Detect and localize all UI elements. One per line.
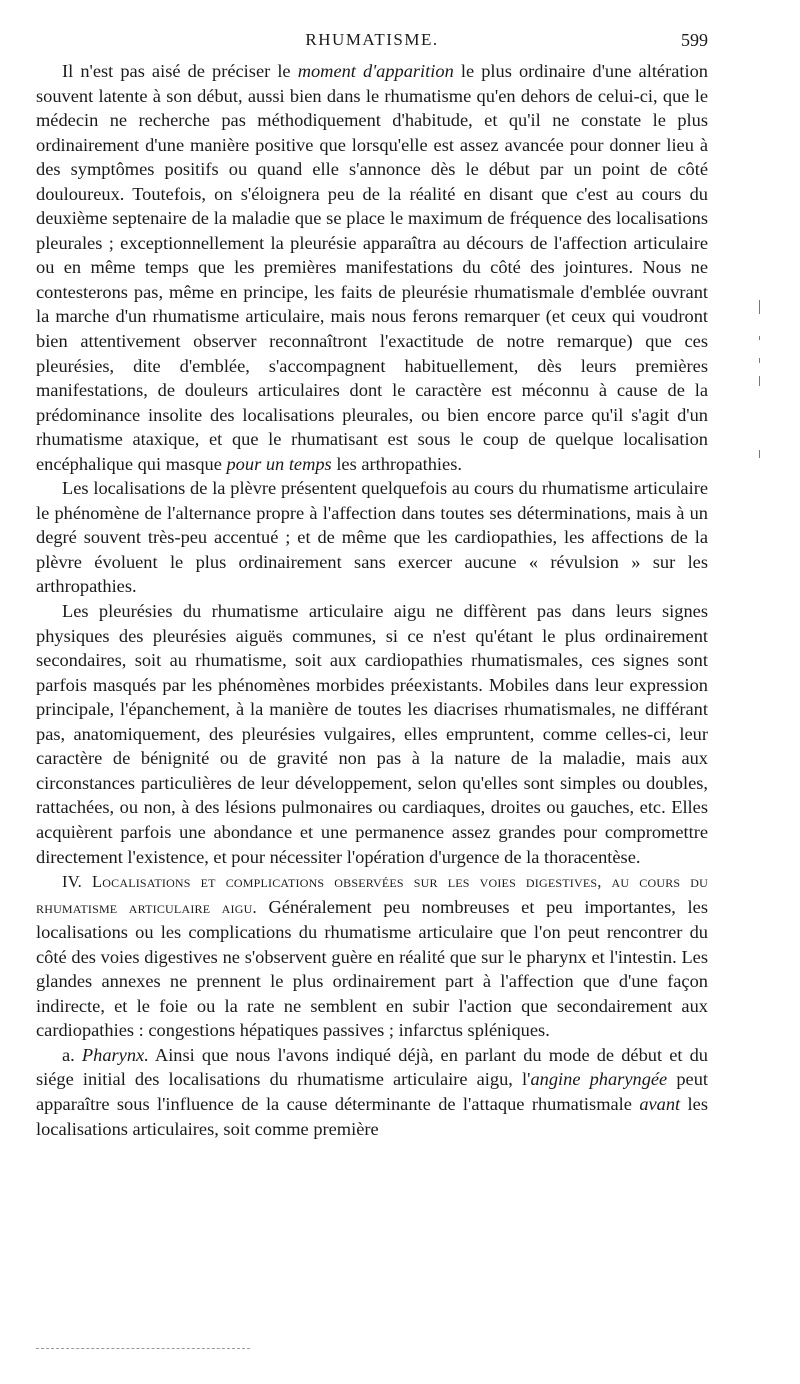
body-text xyxy=(36,59,708,1141)
running-title: RHUMATISME. xyxy=(305,30,439,49)
text-segment: le plus ordinaire d'une altération souvent latente à son début, aussi bien dans le rhumatisme qu'en dehors de celui-ci, que le médecin ne recherche pas méthodiquement d'habitude, et qu'il ne constate le plus ordinairement d'une manière positive que lorsqu'elle est assez avancée pour donner lieu à des symptômes positifs ou quand elle s'annonce dès le début par un point de côté douloureux. Toutefois, on s'éloignera peu de la réalité en disant que c'est au cours du deuxième septenaire de la maladie que se place le maximum de fréquence des localisations pleurales ; exceptionnellement la pleurésie apparaîtra au décours de l'affection articulaire ou en même temps que les premières manifestations du côté des jointures. Nous ne contesterons pas, même en principe, les faits de pleurésie rhumatismale d'emblée ouvrant la marche d'un rhumatisme articulaire, mais nous ferons remarquer (et ceux qui voudront bien attentivement observer reconnaîtront l'exactitude de notre remarque) que ces pleurésies, dite d'emblée, s'accompagnent habituellement, dès leurs premières manifestations, de douleurs articulaires dont le caractère est méconnu à cause de la prédominance insolite des localisations pleurales, ou bien encore parce qu'il s'agit d'un rhumatisme ataxique, et que le rhumatisant est sous le coup de quelque localisation encéphalique qui masque xyxy=(36,61,708,474)
text-segment: Les localisations de la plèvre présentent quelquefois au cours du rhumatisme articulaire le phénomène de l'alternance propre à l'affection dans toutes ses déterminations, mais à un degré souvent très-peu accentué ; et de même que les cardiopathies, les affections de la plèvre évoluent le plus ordinairement sans exercer aucune « révulsion » sur les arthropathies. xyxy=(36,478,708,597)
paragraph xyxy=(36,599,708,869)
text-segment: peut apparaître sous l'influence de la cause déterminante de l'attaque rhumatismale xyxy=(36,1069,709,1114)
text-segment: Il n'est pas aisé de préciser le xyxy=(62,61,298,81)
paragraph xyxy=(36,476,708,599)
paragraph xyxy=(36,869,708,1043)
paragraph xyxy=(36,59,708,476)
text-segment: les arthropathies. xyxy=(331,453,462,474)
italic-text: angine pharyngée xyxy=(530,1069,668,1090)
footer-rule xyxy=(36,1348,250,1349)
margin-marks xyxy=(757,300,765,470)
italic-text: pour un temps xyxy=(226,453,332,474)
italic-text: Pharynx. xyxy=(81,1044,149,1065)
text-segment: les localisations articulaires, soit comme première xyxy=(36,1093,708,1139)
italic-text: avant xyxy=(639,1093,681,1114)
text-segment: Généralement peu nombreuses et peu importantes, les localisations ou les complications du rhumatisme articulaire que l'on peut rencontrer du côté des voies digestives ne s'observent guère en réalité que sur le pharynx et l'intestin. Les glandes annexes ne prennent le plus ordinairement part à l'affection que d'une façon indirecte, et le foie ou la rate ne semblent en subir l'action que secondairement aux cardiopathies : congestions hépatiques passives ; infarctus spléniques. xyxy=(36,896,708,1041)
text-segment: a. xyxy=(62,1044,82,1065)
page-number: 599 xyxy=(681,30,708,50)
italic-text: moment d'apparition xyxy=(297,61,454,81)
running-header xyxy=(36,30,708,54)
text-segment: Les pleurésies du rhumatisme articulaire aigu ne diffèrent pas dans leurs signes physiques des pleurésies aiguës communes, si ce n'est qu'étant le plus ordinairement secondaires, soit au rhumatisme, soit aux cardiopathies rhumatismales, ces signes sont parfois masqués par les phénomènes morbides préexistants. Mobiles dans leur expression principale, l'épanchement, à la manière de toutes les diacrises rhumatismales, ne différant pas, anatomiquement, des pleurésies vulgaires, elles empruntent, comme celles-ci, leur caractère de bénignité ou de gravité non pas à la nature de la maladie, mais aux circonstances particulières de leur développement, selon qu'elles sont simples ou doubles, rattachées, ou non, à des lésions pulmonaires ou cardiaques, droites ou gauches, etc. Elles acquièrent parfois une abondance et une permanence assez grandes pour compromettre directement l'existence, et pour nécessiter l'opération d'urgence de la thoracentèse. xyxy=(36,601,708,867)
section-heading: IV. Localisations et complications observées sur les voies digestives, au cours du rhumatisme articulaire aigu. xyxy=(36,872,708,917)
text-segment: Ainsi que nous l'avons indiqué déjà, en parlant du mode de début et du siége initial des localisations du rhumatisme articulaire aigu, l' xyxy=(36,1044,708,1090)
paragraph xyxy=(36,1043,708,1141)
